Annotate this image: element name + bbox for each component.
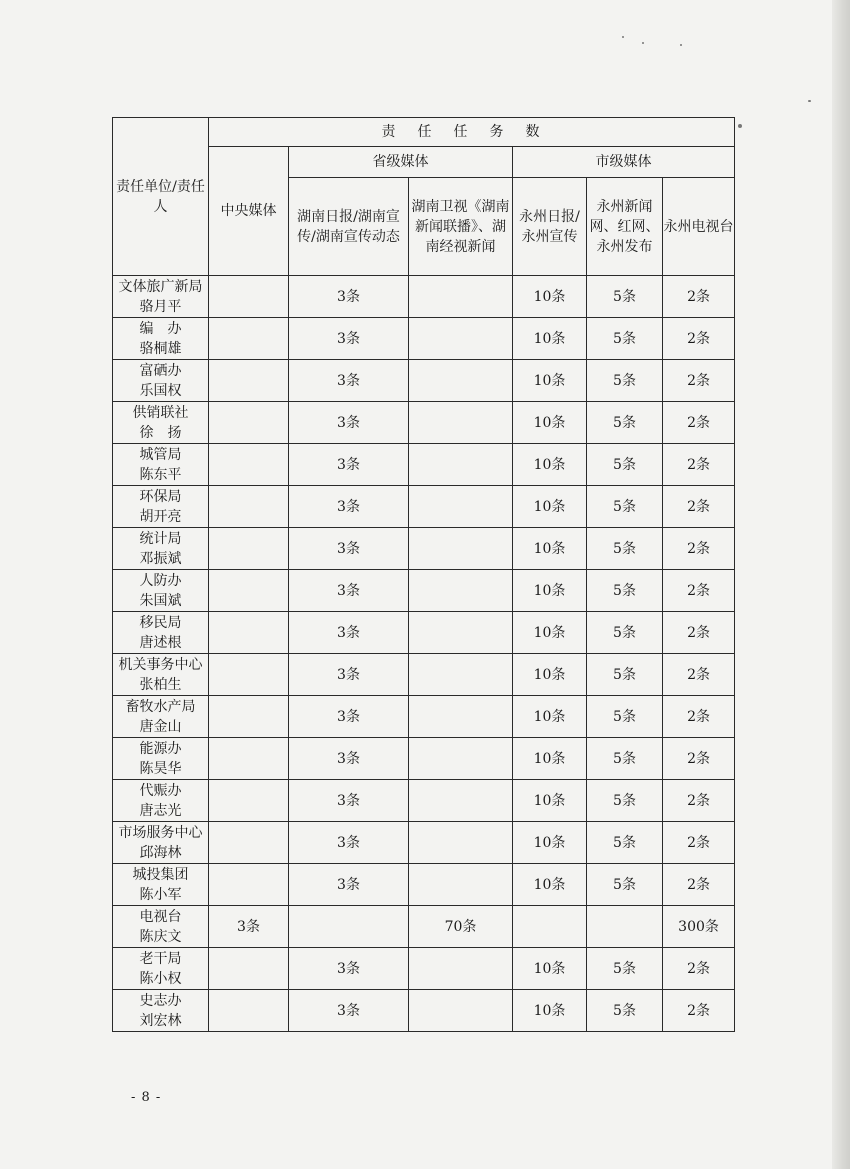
- table-row: [113, 360, 735, 402]
- count-cell-yz-net: [587, 906, 663, 948]
- responsible-person: 陈东平: [139, 466, 182, 483]
- header-col-yongzhou-tv-label: 永州电视台: [663, 218, 734, 235]
- table-row: [113, 402, 735, 444]
- unit-cell: [113, 654, 209, 696]
- count-cell-yz-daily: 10条: [513, 948, 587, 990]
- unit-name: 代赈办: [139, 782, 182, 799]
- count-cell-hn-daily: 3条: [289, 318, 409, 360]
- header-col-yongzhou-net-label: 永州新闻网、红网、永州发布: [589, 198, 660, 255]
- table-row: [113, 528, 735, 570]
- unit-cell: [113, 696, 209, 738]
- count-cell-hn-tv: [409, 864, 513, 906]
- unit-cell: [113, 990, 209, 1032]
- responsibility-task-table: [112, 117, 735, 1032]
- responsible-person: 徐 扬: [139, 424, 182, 441]
- responsible-person: 刘宏林: [139, 1012, 182, 1029]
- count-cell-yz-daily: 10条: [513, 738, 587, 780]
- count-cell-hn-tv: [409, 360, 513, 402]
- header-provincial-media-label: 省级媒体: [372, 154, 429, 170]
- count-cell-central: [209, 948, 289, 990]
- scan-speck: [808, 100, 811, 102]
- table-row: [113, 906, 735, 948]
- count-cell-yz-net: 5条: [587, 864, 663, 906]
- unit-cell: [113, 864, 209, 906]
- unit-name: 移民局: [139, 614, 182, 631]
- table-row: [113, 570, 735, 612]
- count-cell-yz-tv: 2条: [663, 276, 735, 318]
- count-cell-hn-daily: 3条: [289, 822, 409, 864]
- responsible-person: 唐述根: [139, 634, 182, 651]
- count-cell-hn-tv: [409, 486, 513, 528]
- count-cell-hn-daily: 3条: [289, 570, 409, 612]
- count-cell-hn-tv: [409, 948, 513, 990]
- header-col-hunan-daily-label: 湖南日报/湖南宣传/湖南宣传动态: [297, 208, 400, 245]
- responsible-person: 唐金山: [139, 718, 182, 735]
- unit-cell: [113, 948, 209, 990]
- responsible-person: 骆月平: [139, 298, 182, 315]
- responsible-person: 邓振斌: [139, 550, 182, 567]
- count-cell-yz-daily: 10条: [513, 864, 587, 906]
- unit-cell: [113, 360, 209, 402]
- header-col-yongzhou-daily-label: 永州日报/永州宣传: [519, 208, 580, 245]
- header-col-hunan-tv: [409, 178, 513, 276]
- count-cell-yz-daily: 10条: [513, 696, 587, 738]
- responsible-person: 陈昊华: [139, 760, 182, 777]
- count-cell-yz-daily: 10条: [513, 822, 587, 864]
- count-cell-central: [209, 612, 289, 654]
- table-row: [113, 948, 735, 990]
- table-row: [113, 696, 735, 738]
- count-cell-yz-net: 5条: [587, 486, 663, 528]
- unit-name: 老干局: [139, 950, 182, 967]
- responsible-person: 邱海林: [139, 844, 182, 861]
- unit-cell: [113, 738, 209, 780]
- unit-cell: [113, 444, 209, 486]
- count-cell-yz-tv: 2条: [663, 864, 735, 906]
- count-cell-yz-tv: 2条: [663, 780, 735, 822]
- count-cell-yz-daily: 10条: [513, 486, 587, 528]
- header-task-count: [209, 118, 735, 147]
- count-cell-yz-tv: 2条: [663, 570, 735, 612]
- count-cell-yz-net: 5条: [587, 276, 663, 318]
- unit-cell: [113, 822, 209, 864]
- count-cell-yz-net: 5条: [587, 990, 663, 1032]
- responsible-person: 陈庆文: [139, 928, 182, 945]
- count-cell-yz-net: 5条: [587, 948, 663, 990]
- page-number: - 8 -: [131, 1090, 162, 1105]
- table-body: [113, 276, 735, 1032]
- unit-cell: [113, 612, 209, 654]
- count-cell-yz-tv: 2条: [663, 822, 735, 864]
- unit-name: 编 办: [139, 320, 182, 337]
- count-cell-central: [209, 402, 289, 444]
- count-cell-yz-daily: 10条: [513, 780, 587, 822]
- unit-cell: [113, 318, 209, 360]
- count-cell-yz-net: 5条: [587, 528, 663, 570]
- count-cell-yz-tv: 2条: [663, 360, 735, 402]
- count-cell-central: 3条: [209, 906, 289, 948]
- count-cell-hn-tv: [409, 612, 513, 654]
- unit-cell: [113, 780, 209, 822]
- count-cell-yz-daily: 10条: [513, 570, 587, 612]
- count-cell-yz-tv: 2条: [663, 402, 735, 444]
- scan-speck: [738, 124, 742, 128]
- count-cell-yz-tv: 2条: [663, 948, 735, 990]
- count-cell-yz-daily: 10条: [513, 444, 587, 486]
- count-cell-yz-net: 5条: [587, 360, 663, 402]
- unit-name: 电视台: [139, 908, 182, 925]
- unit-cell: [113, 906, 209, 948]
- count-cell-hn-tv: [409, 654, 513, 696]
- count-cell-yz-daily: [513, 906, 587, 948]
- count-cell-hn-daily: 3条: [289, 612, 409, 654]
- unit-name: 能源办: [139, 740, 182, 757]
- count-cell-hn-tv: [409, 738, 513, 780]
- count-cell-yz-tv: 2条: [663, 696, 735, 738]
- count-cell-hn-daily: 3条: [289, 528, 409, 570]
- header-col-yongzhou-daily: [513, 178, 587, 276]
- unit-cell: [113, 486, 209, 528]
- count-cell-yz-net: 5条: [587, 654, 663, 696]
- unit-name: 人防办: [139, 572, 182, 589]
- header-task-label: 责任任务数: [381, 124, 562, 140]
- count-cell-central: [209, 864, 289, 906]
- count-cell-hn-daily: 3条: [289, 444, 409, 486]
- count-cell-central: [209, 822, 289, 864]
- scan-edge-shadow: [832, 0, 850, 1169]
- count-cell-hn-daily: 3条: [289, 948, 409, 990]
- count-cell-hn-daily: 3条: [289, 696, 409, 738]
- count-cell-central: [209, 528, 289, 570]
- responsible-person: 乐国权: [139, 382, 182, 399]
- table-row: [113, 612, 735, 654]
- count-cell-yz-tv: 300条: [663, 906, 735, 948]
- count-cell-yz-daily: 10条: [513, 402, 587, 444]
- count-cell-yz-net: 5条: [587, 822, 663, 864]
- scan-speck: [680, 44, 682, 46]
- table-row: [113, 990, 735, 1032]
- header-unit-label: 责任单位/责任人: [116, 178, 205, 215]
- count-cell-central: [209, 318, 289, 360]
- count-cell-yz-daily: 10条: [513, 528, 587, 570]
- responsible-person: 唐志光: [139, 802, 182, 819]
- unit-name: 文体旅广新局: [118, 278, 203, 295]
- count-cell-yz-net: 5条: [587, 738, 663, 780]
- unit-name: 畜牧水产局: [125, 698, 196, 715]
- count-cell-central: [209, 738, 289, 780]
- count-cell-hn-tv: [409, 696, 513, 738]
- count-cell-yz-tv: 2条: [663, 612, 735, 654]
- header-col-hunan-daily: [289, 178, 409, 276]
- count-cell-yz-daily: 10条: [513, 990, 587, 1032]
- responsible-person: 张柏生: [139, 676, 182, 693]
- responsible-person: 朱国斌: [139, 592, 182, 609]
- header-provincial-media: [289, 147, 513, 178]
- unit-name: 机关事务中心: [118, 656, 203, 673]
- count-cell-hn-tv: [409, 528, 513, 570]
- count-cell-yz-daily: 10条: [513, 360, 587, 402]
- table-row: [113, 822, 735, 864]
- header-col-hunan-tv-label: 湖南卫视《湖南新闻联播》、湖南经视新闻: [411, 198, 510, 255]
- count-cell-yz-tv: 2条: [663, 486, 735, 528]
- count-cell-hn-tv: [409, 990, 513, 1032]
- count-cell-central: [209, 486, 289, 528]
- count-cell-central: [209, 696, 289, 738]
- count-cell-yz-tv: 2条: [663, 990, 735, 1032]
- unit-name: 市场服务中心: [118, 824, 203, 841]
- table-row: [113, 276, 735, 318]
- responsible-person: 骆桐雄: [139, 340, 182, 357]
- count-cell-central: [209, 654, 289, 696]
- count-cell-yz-net: 5条: [587, 318, 663, 360]
- count-cell-hn-tv: [409, 276, 513, 318]
- count-cell-yz-tv: 2条: [663, 654, 735, 696]
- table-row: [113, 738, 735, 780]
- count-cell-yz-tv: 2条: [663, 528, 735, 570]
- count-cell-hn-daily: 3条: [289, 654, 409, 696]
- table-row: [113, 654, 735, 696]
- count-cell-hn-daily: 3条: [289, 738, 409, 780]
- count-cell-hn-tv: [409, 822, 513, 864]
- unit-name: 城投集团: [132, 866, 189, 883]
- header-central-media: [209, 147, 289, 276]
- count-cell-yz-net: 5条: [587, 444, 663, 486]
- table-row: [113, 318, 735, 360]
- count-cell-hn-tv: [409, 444, 513, 486]
- count-cell-hn-daily: 3条: [289, 276, 409, 318]
- count-cell-hn-tv: [409, 570, 513, 612]
- count-cell-yz-daily: 10条: [513, 276, 587, 318]
- scan-speck: [642, 42, 644, 44]
- header-central-media-label: 中央媒体: [220, 203, 277, 219]
- count-cell-yz-net: 5条: [587, 612, 663, 654]
- header-col-yongzhou-net: [587, 178, 663, 276]
- unit-cell: [113, 276, 209, 318]
- header-col-yongzhou-tv: [663, 178, 735, 276]
- count-cell-yz-daily: 10条: [513, 318, 587, 360]
- count-cell-hn-daily: 3条: [289, 780, 409, 822]
- unit-cell: [113, 570, 209, 612]
- unit-name: 史志办: [139, 992, 182, 1009]
- table-row: [113, 780, 735, 822]
- count-cell-hn-daily: 3条: [289, 402, 409, 444]
- unit-name: 城管局: [139, 446, 182, 463]
- count-cell-yz-net: 5条: [587, 402, 663, 444]
- unit-name: 供销联社: [132, 404, 189, 421]
- count-cell-hn-tv: [409, 318, 513, 360]
- header-city-media: [513, 147, 735, 178]
- unit-cell: [113, 402, 209, 444]
- table-row: [113, 486, 735, 528]
- count-cell-hn-daily: 3条: [289, 864, 409, 906]
- count-cell-hn-tv: [409, 780, 513, 822]
- unit-name: 统计局: [139, 530, 182, 547]
- responsible-person: 陈小军: [139, 886, 182, 903]
- unit-name: 环保局: [139, 488, 182, 505]
- count-cell-yz-tv: 2条: [663, 444, 735, 486]
- responsible-person: 陈小权: [139, 970, 182, 987]
- count-cell-yz-daily: 10条: [513, 612, 587, 654]
- count-cell-hn-daily: 3条: [289, 360, 409, 402]
- header-city-media-label: 市级媒体: [595, 154, 652, 170]
- unit-name: 富硒办: [139, 362, 182, 379]
- table-row: [113, 864, 735, 906]
- count-cell-hn-daily: [289, 906, 409, 948]
- table-row: [113, 444, 735, 486]
- count-cell-yz-net: 5条: [587, 570, 663, 612]
- count-cell-central: [209, 780, 289, 822]
- scan-speck: [622, 36, 624, 38]
- unit-cell: [113, 528, 209, 570]
- count-cell-hn-tv: 70条: [409, 906, 513, 948]
- responsible-person: 胡开亮: [139, 508, 182, 525]
- count-cell-central: [209, 444, 289, 486]
- count-cell-yz-net: 5条: [587, 696, 663, 738]
- header-unit: [113, 118, 209, 276]
- count-cell-hn-daily: 3条: [289, 990, 409, 1032]
- count-cell-hn-daily: 3条: [289, 486, 409, 528]
- count-cell-yz-net: 5条: [587, 780, 663, 822]
- count-cell-yz-daily: 10条: [513, 654, 587, 696]
- count-cell-central: [209, 360, 289, 402]
- count-cell-central: [209, 276, 289, 318]
- count-cell-central: [209, 570, 289, 612]
- count-cell-hn-tv: [409, 402, 513, 444]
- count-cell-central: [209, 990, 289, 1032]
- count-cell-yz-tv: 2条: [663, 318, 735, 360]
- count-cell-yz-tv: 2条: [663, 738, 735, 780]
